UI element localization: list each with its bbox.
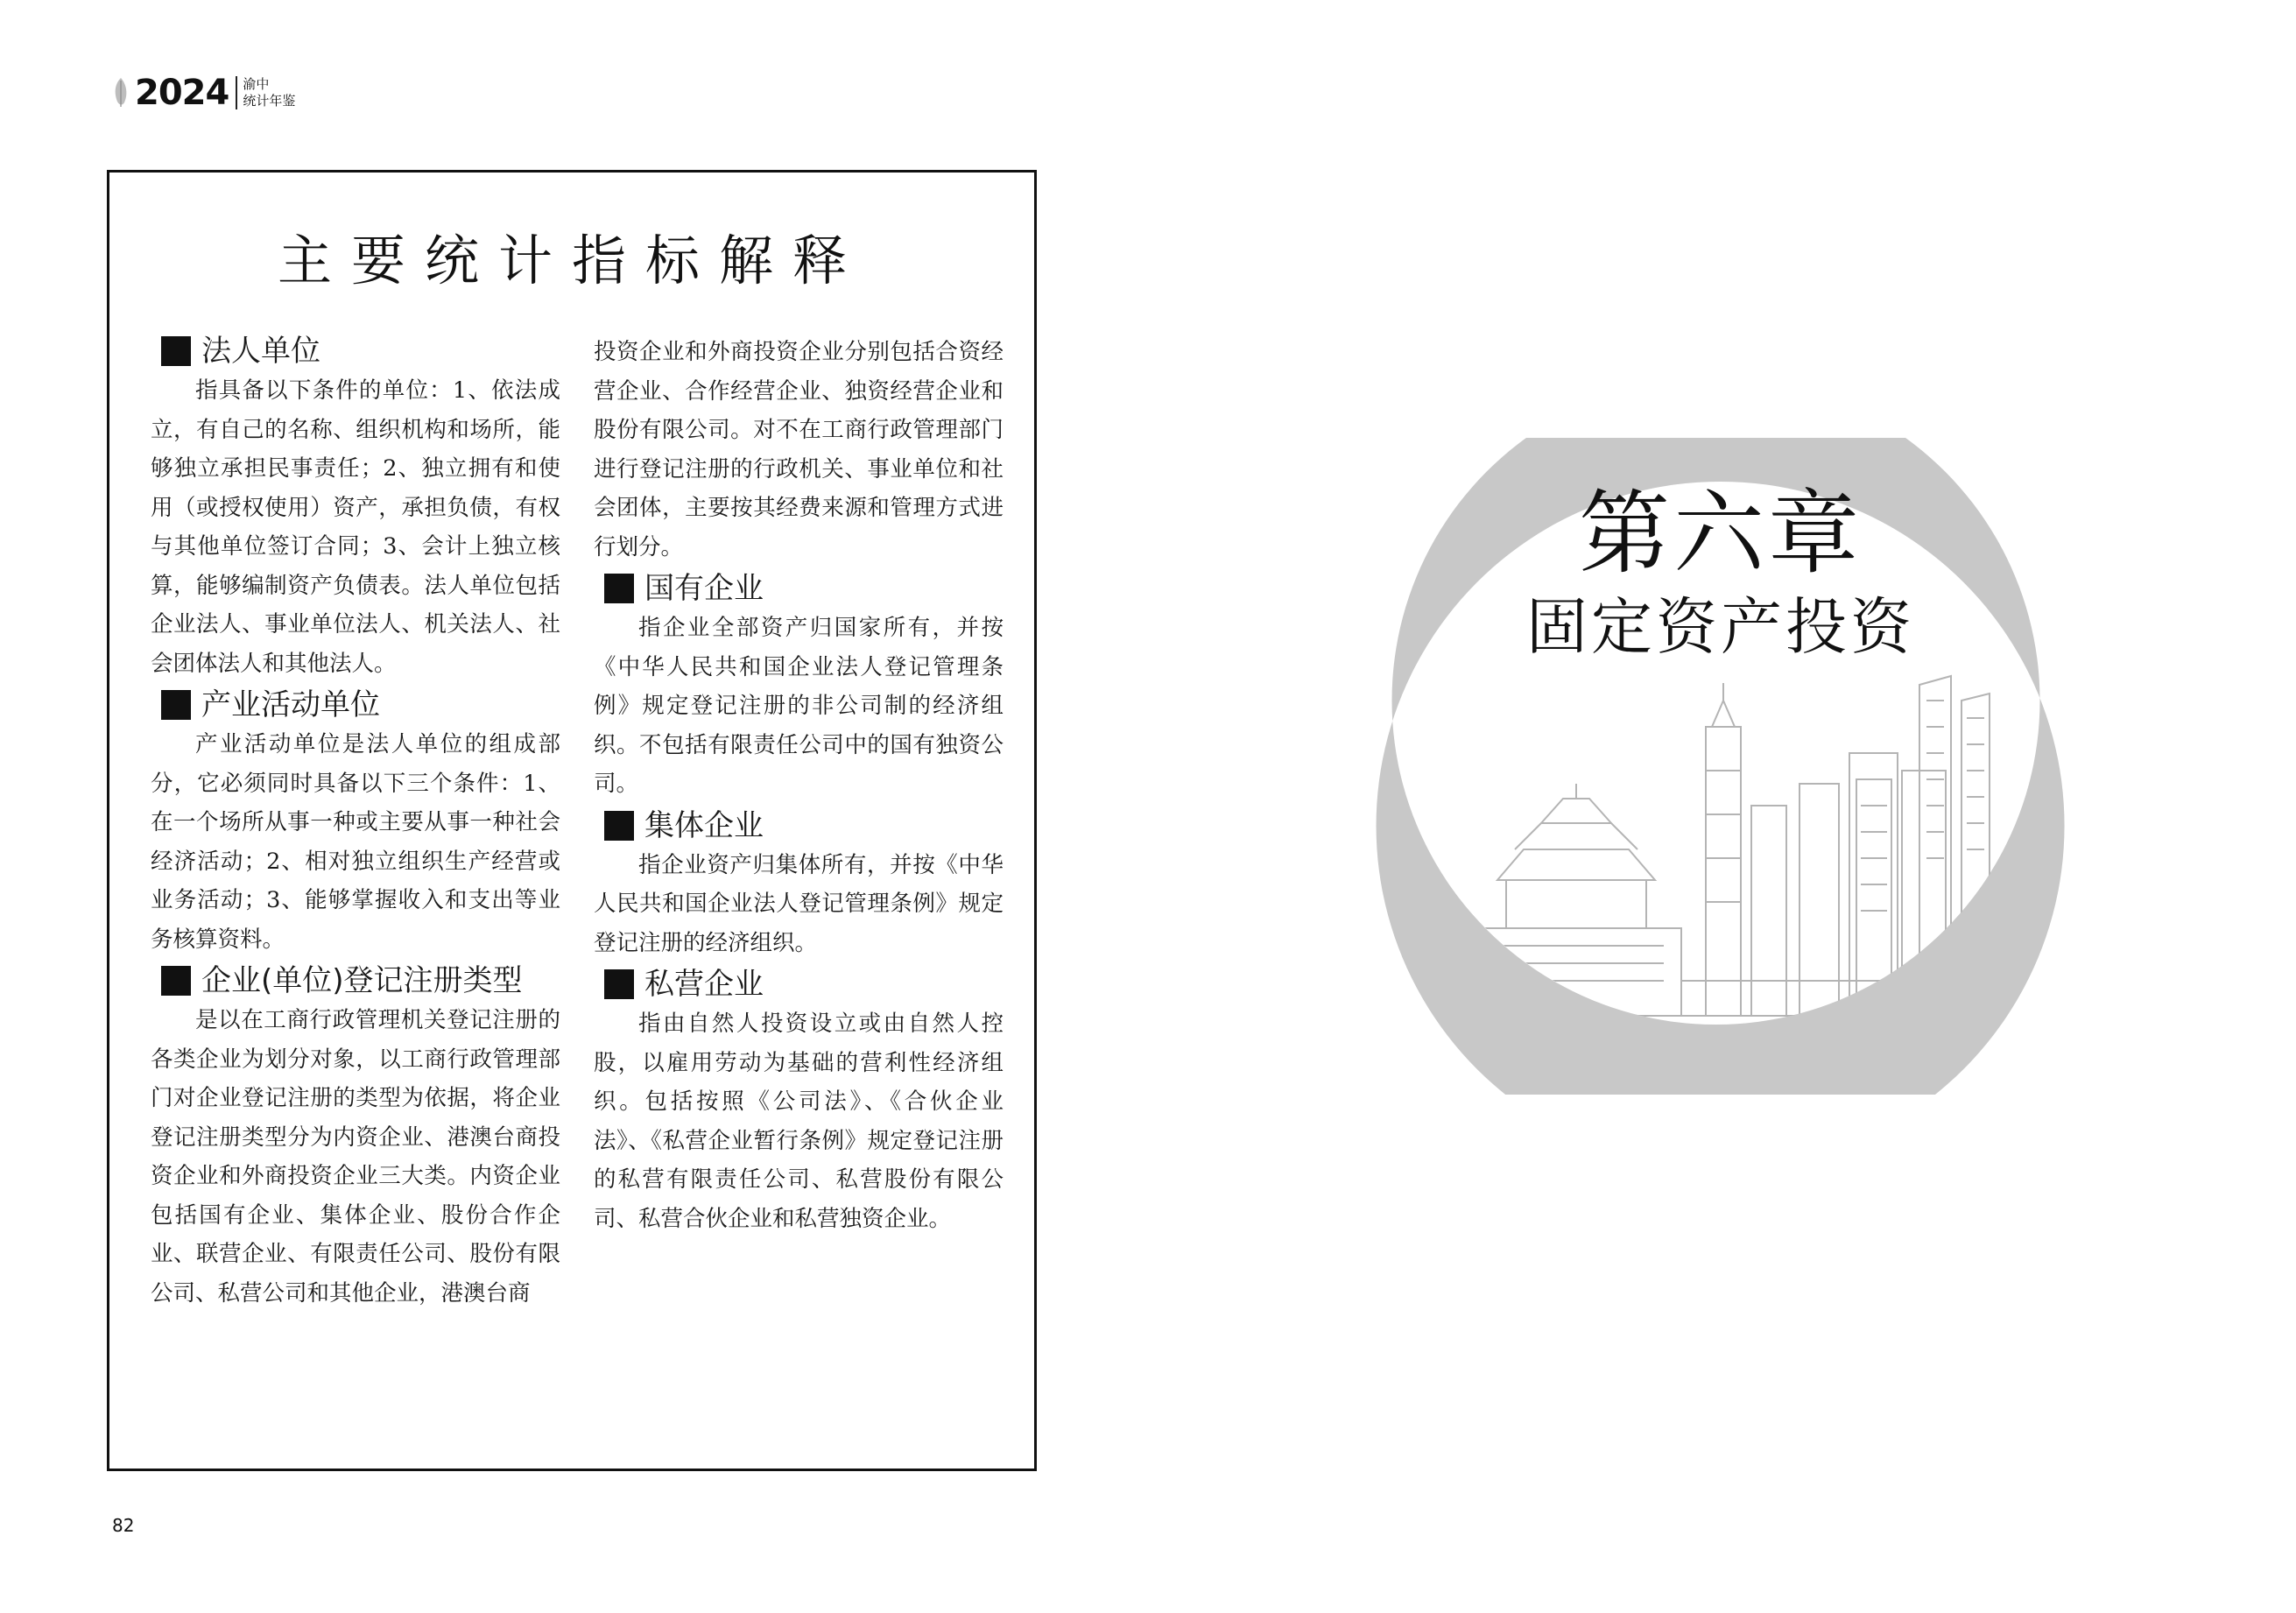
glossary-title: 主要统计指标解释	[277, 229, 866, 292]
entry-text: 指具备以下条件的单位：1、依法成立，有自己的名称、组织机构和场所，能够独立承担民事责任；2、独立拥有和使用（或授权使用）资产，承担负债，有权与其他单位签订合同；3、会计上独立核算，能够编制资产负债表。法人单位包括企业法人、事业单位法人、机关法人、社会团体法人和其他法人。	[151, 377, 560, 677]
entry-text: 产业活动单位是法人单位的组成部分，它必须同时具备以下三个条件：1、在一个场所从事一种或主要从事一种社会经济活动；2、相对独立组织生产经营或业务活动；3、能够掌握收入和支出等业务核算资料。	[151, 731, 560, 953]
glossary-right-column	[594, 333, 1004, 1242]
entry-heading: 集体企业	[604, 807, 1004, 844]
page-number: 82	[112, 1515, 135, 1536]
entry-text: 是以在工商行政管理机关登记注册的各类企业为划分对象，以工商行政管理部门对企业登记注册的类型为依据，将企业登记注册类型分为内资企业、港澳台商投资企业和外商投资企业三大类。内资企业包括国有企业、集体企业、股份合作企业、联营企业、有限责任公司、股份有限公司、私营公司和其他企业，港澳台商	[151, 1007, 560, 1307]
entry-legal-unit	[151, 333, 560, 683]
entry-text-continued: 投资企业和外商投资企业分别包括合资经营企业、合作经营企业、独资经营企业和股份有限公司。对不在工商行政管理部门进行登记注册的行政机关、事业单位和社会团体，主要按其经费来源和管理方式进行划分。	[594, 339, 1004, 560]
square-bullet-icon	[161, 336, 191, 366]
header-book-title: 渝中 统计年鉴	[243, 76, 296, 109]
running-header	[112, 72, 295, 114]
square-bullet-icon	[161, 690, 191, 720]
entry-text: 指由自然人投资设立或由自然人控股，以雇用劳动为基础的营利性经济组织。包括按照《公司法》、《合伙企业法》、《私营企业暂行条例》规定登记注册的私营有限责任公司、私营股份有限公司、私营合伙企业和私营独资企业。	[594, 1011, 1004, 1232]
square-bullet-icon	[604, 574, 634, 603]
entry-registration-type	[151, 962, 560, 1313]
chapter-title: 固定资产投资	[1526, 591, 1915, 663]
entry-state-owned	[594, 570, 1004, 804]
entry-text: 指企业资产归集体所有，并按《中华人民共和国企业法人登记管理条例》规定登记注册的经济组织。	[594, 851, 1004, 956]
entry-collective	[594, 807, 1004, 963]
entry-text: 指企业全部资产归国家所有，并按《中华人民共和国企业法人登记管理条例》规定登记注册的非公司制的经济组织。不包括有限责任公司中的国有独资公司。	[594, 615, 1004, 797]
square-bullet-icon	[604, 969, 634, 999]
entry-heading: 企业(单位)登记注册类型	[161, 962, 560, 999]
header-year: 2024	[135, 73, 229, 113]
square-bullet-icon	[161, 966, 191, 996]
entry-activity-unit	[151, 687, 560, 959]
chapter-number: 第六章	[1578, 480, 1863, 587]
leaf-logo-icon	[112, 77, 130, 109]
glossary-left-column	[151, 333, 560, 1316]
square-bullet-icon	[604, 811, 634, 841]
header-divider	[236, 76, 237, 109]
entry-heading: 产业活动单位	[161, 687, 560, 723]
entry-private	[594, 966, 1004, 1238]
entry-heading: 私营企业	[604, 966, 1004, 1003]
entry-heading: 法人单位	[161, 333, 560, 370]
entry-heading: 国有企业	[604, 570, 1004, 607]
